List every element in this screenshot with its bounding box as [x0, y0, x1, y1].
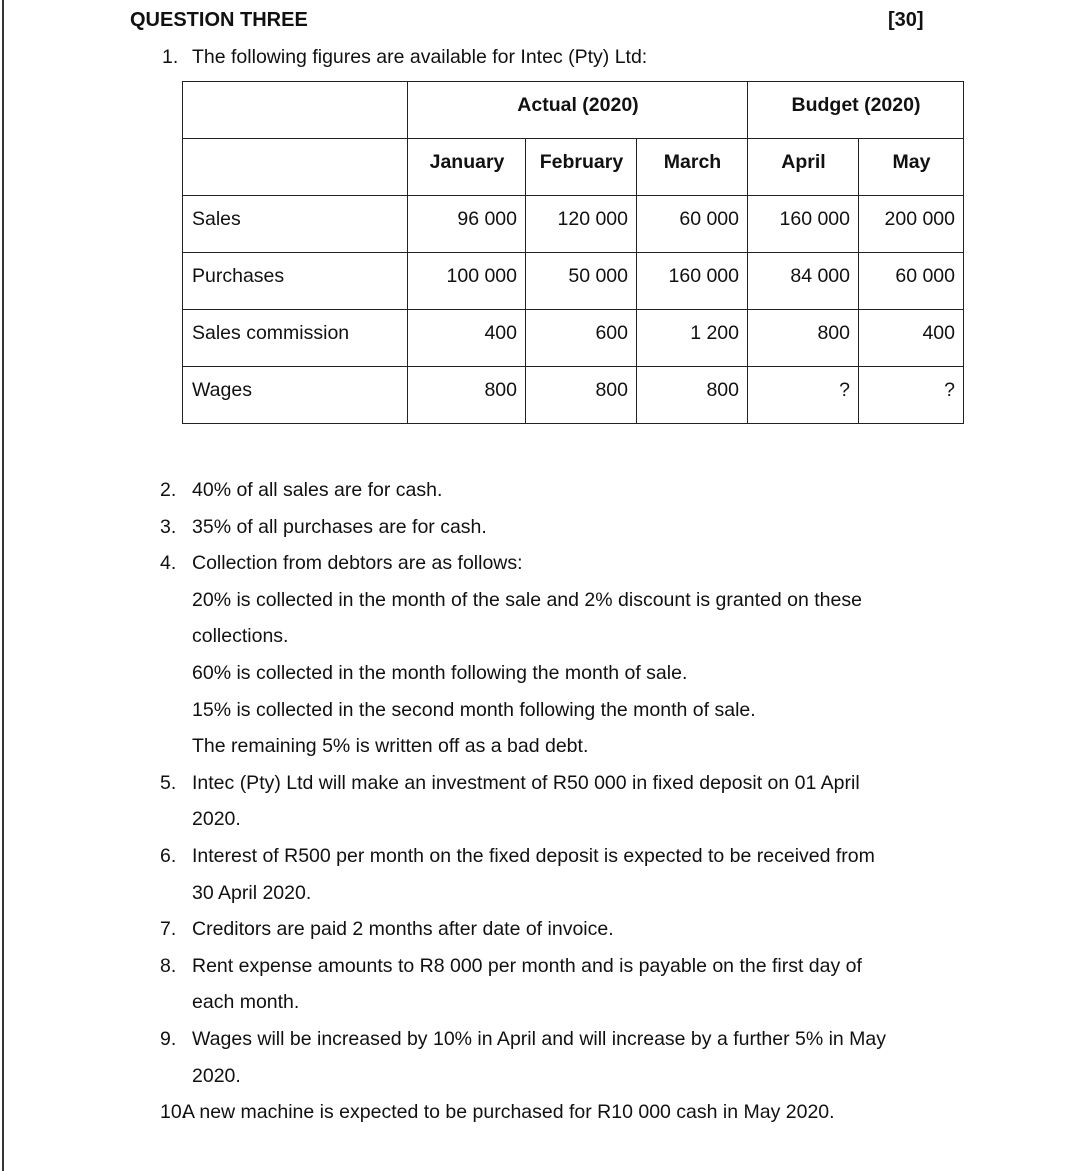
cell-value: 800: [748, 310, 859, 367]
figures-table: [182, 81, 964, 424]
item-text: 40% of all sales are for cash.: [192, 479, 443, 501]
item-text: Creditors are paid 2 months after date of invoice.: [192, 918, 614, 941]
cell-value: 1 200: [637, 310, 748, 367]
item-text: Collection from debtors are as follows:: [192, 552, 523, 575]
item-number: 7.: [160, 918, 177, 941]
cell-value: 100 000: [408, 253, 526, 310]
row-label: Sales: [183, 196, 408, 253]
group-header-row: [183, 82, 964, 139]
item-text: 60% is collected in the month following the month of sale.: [192, 662, 688, 684]
item-number: 9.: [160, 1028, 177, 1050]
month-header-row: [183, 139, 964, 196]
item-text: Rent expense amounts to R8 000 per month and is payable on the first day of: [192, 954, 862, 977]
item-number: 3.: [160, 515, 177, 538]
item-text: Interest of R500 per month on the fixed deposit is expected to be received from: [192, 845, 875, 867]
cell-value: 200 000: [859, 196, 964, 253]
cell-value: 60 000: [637, 196, 748, 253]
intro-text: The following figures are available for Intec (Pty) Ltd:: [192, 46, 648, 68]
cell-value: ?: [748, 367, 859, 424]
item-number: 5.: [160, 771, 177, 794]
row-label: Sales commission: [183, 310, 408, 367]
item-text: 2020.: [192, 1064, 241, 1087]
month-header: March: [637, 139, 748, 196]
table-row: [183, 367, 964, 424]
question-title: QUESTION THREE: [130, 9, 308, 31]
item-text: 30 April 2020.: [192, 881, 312, 904]
page-edge: [2, 0, 4, 1171]
row-label: Wages: [183, 367, 408, 424]
cell-value: 160 000: [637, 253, 748, 310]
cell-value: 120 000: [526, 196, 637, 253]
item-text: Wages will be increased by 10% in April and will increase by a further 5% in May: [192, 1028, 887, 1050]
cell-value: 400: [408, 310, 526, 367]
cell-value: 800: [637, 367, 748, 424]
month-header: May: [859, 139, 964, 196]
cell-value: 96 000: [408, 196, 526, 253]
row-label: Purchases: [183, 253, 408, 310]
item-number: 2.: [160, 479, 177, 501]
cell-value: 800: [526, 367, 637, 424]
table-row: [183, 196, 964, 253]
cell-value: 84 000: [748, 253, 859, 310]
item-text: 15% is collected in the second month following the month of sale.: [192, 698, 756, 721]
item-text: A new machine is expected to be purchased for R10 000 cash in May 2020.: [182, 1101, 835, 1124]
cell-value: 160 000: [748, 196, 859, 253]
item-text: 20% is collected in the month of the sale and 2% discount is granted on these: [192, 588, 862, 611]
item-text: 2020.: [192, 808, 241, 831]
cell-value: 600: [526, 310, 637, 367]
cell-value: 800: [408, 367, 526, 424]
cell-value: 400: [859, 310, 964, 367]
item-text: Intec (Pty) Ltd will make an investment of R50 000 in fixed deposit on 01 April: [192, 771, 860, 794]
item-text: each month.: [192, 991, 300, 1014]
item-text: The remaining 5% is written off as a bad debt.: [192, 735, 589, 758]
cell-value: ?: [859, 367, 964, 424]
table-row: [183, 310, 964, 367]
item-number: 4.: [160, 552, 177, 575]
table-row: [183, 253, 964, 310]
month-header: April: [748, 139, 859, 196]
cell-value: 50 000: [526, 253, 637, 310]
item-text: collections.: [192, 625, 289, 648]
month-header: February: [526, 139, 637, 196]
cell-value: 60 000: [859, 253, 964, 310]
item-number: 8.: [160, 954, 177, 977]
intro-number: 1.: [162, 46, 179, 68]
question-marks: [30]: [888, 9, 924, 31]
budget-header: Budget (2020): [748, 82, 964, 139]
item-text: 35% of all purchases are for cash.: [192, 515, 487, 538]
item-number: 6.: [160, 845, 177, 867]
actual-header: Actual (2020): [408, 82, 748, 139]
month-header: January: [408, 139, 526, 196]
item-number: 10.: [160, 1101, 188, 1124]
